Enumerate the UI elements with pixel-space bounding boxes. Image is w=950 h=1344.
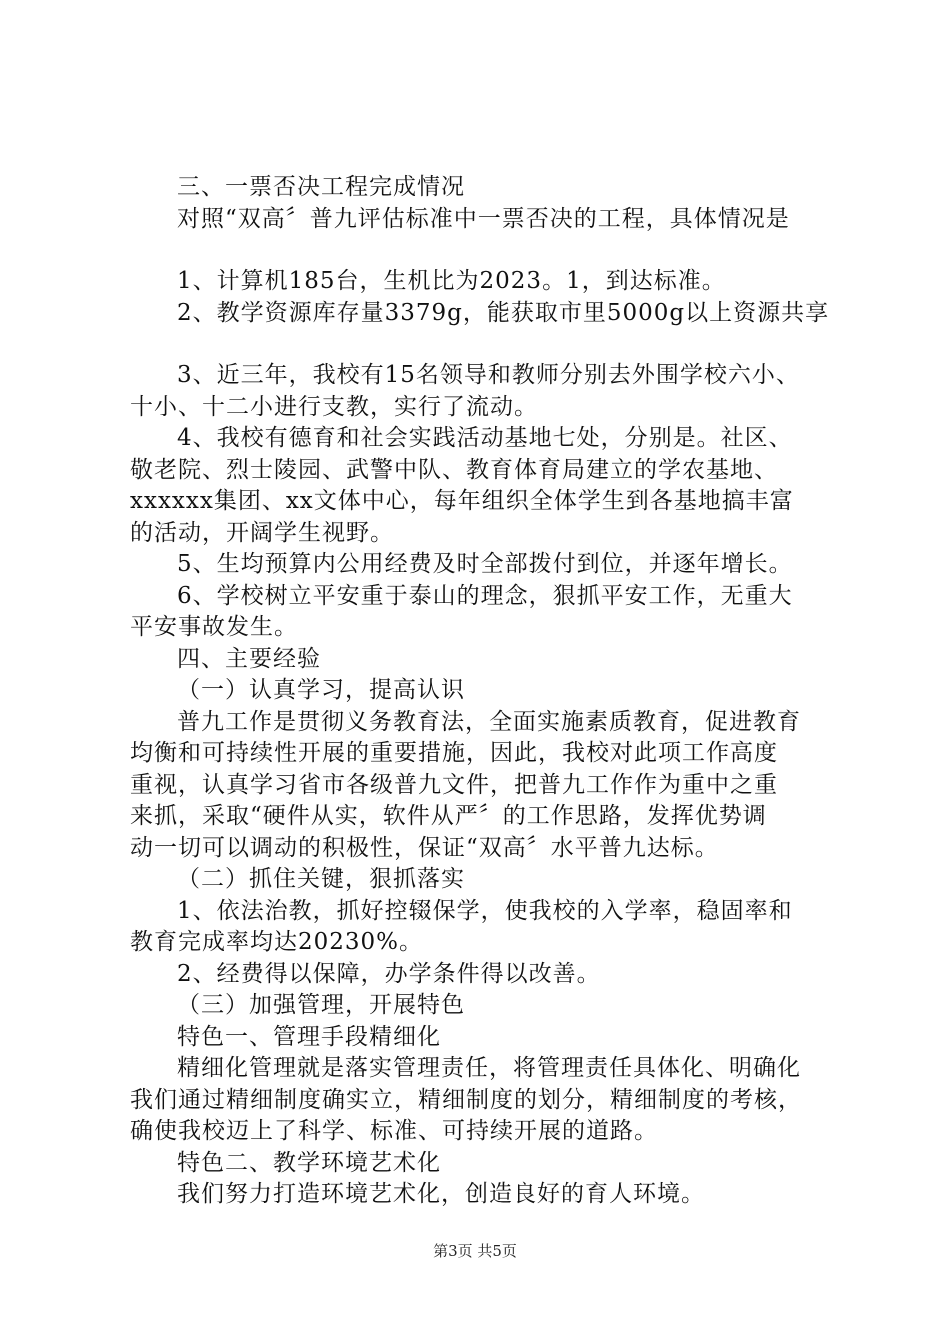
paragraph-continued: 来抓，采取“硬件从实，软件从严〞的工作思路，发挥优势调: [130, 803, 767, 829]
list-item: 3、近三年，我校有15名领导和教师分别去外围学校六小、: [177, 362, 800, 388]
paragraph-continued: 确使我校迈上了科学、标准、可持续开展的道路。: [130, 1118, 658, 1144]
document-body: [130, 172, 835, 1211]
list-item-continued: 敬老院、烈士陵园、武警中队、教育体育局建立的学农基地、: [130, 456, 778, 483]
list-item-continued: 十小、十二小进行支教，实行了流动。: [130, 393, 538, 420]
subsection-heading: （二）抓住关键，狠抓落实: [177, 866, 465, 892]
paragraph: 普九工作是贯彻义务教育法，全面实施素质教育，促进教育: [177, 708, 801, 735]
paragraph-continued: 我们通过精细制度确实立，精细制度的划分，精细制度的考核，: [130, 1086, 802, 1113]
list-item: 6、学校树立平安重于泰山的理念，狠抓平安工作，无重大: [177, 582, 793, 609]
list-item: 4、我校有德育和社会实践活动基地七处，分别是。社区、: [177, 425, 793, 451]
list-item: 2、经费得以保障，办学条件得以改善。: [177, 960, 601, 987]
feature-heading: 特色二、教学环境艺术化: [177, 1149, 441, 1176]
list-item: 1、计算机185台，生机比为2023。1，到达标准。: [177, 268, 726, 294]
subsection-heading: （三）加强管理，开展特色: [177, 992, 465, 1018]
paragraph-continued: 动一切可以调动的积极性，保证“双高〞水平普九达标。: [130, 834, 719, 861]
list-item-continued: 平安事故发生。: [130, 614, 298, 640]
list-item-continued: 教育完成率均达20230%。: [130, 929, 424, 955]
paragraph-continued: 均衡和可持续性开展的重要措施，因此，我校对此项工作高度: [130, 740, 778, 766]
section-heading-4: 四、主要经验: [177, 645, 321, 672]
list-item-continued: 的活动，开阔学生视野。: [130, 519, 394, 546]
list-item: 5、生均预算内公用经费及时全部拨付到位，并逐年增长。: [177, 551, 793, 577]
list-item: 2、教学资源库存量3379g，能获取市里5000g以上资源共享: [177, 299, 830, 326]
paragraph: 我们努力打造环境艺术化，创造良好的育人环境。: [177, 1181, 705, 1207]
paragraph: 精细化管理就是落实管理责任，将管理责任具体化、明确化: [177, 1055, 801, 1081]
list-item: 1、依法治教，抓好控辍保学，使我校的入学率，稳固率和: [177, 897, 793, 924]
subsection-heading: （一）认真学习，提高认识: [177, 677, 465, 703]
paragraph-continued: 重视，认真学习省市各级普九文件，把普九工作作为重中之重: [130, 771, 778, 798]
section-heading-3: 三、一票否决工程完成情况: [177, 174, 465, 200]
page-footer: 第3页 共5页: [433, 1242, 517, 1260]
feature-heading: 特色一、管理手段精细化: [177, 1023, 441, 1050]
list-item-continued: xxxxxx集团、xx文体中心，每年组织全体学生到各基地搞丰富: [130, 488, 794, 514]
paragraph: 对照“双高〞普九评估标准中一票否决的工程，具体情况是: [177, 205, 790, 232]
